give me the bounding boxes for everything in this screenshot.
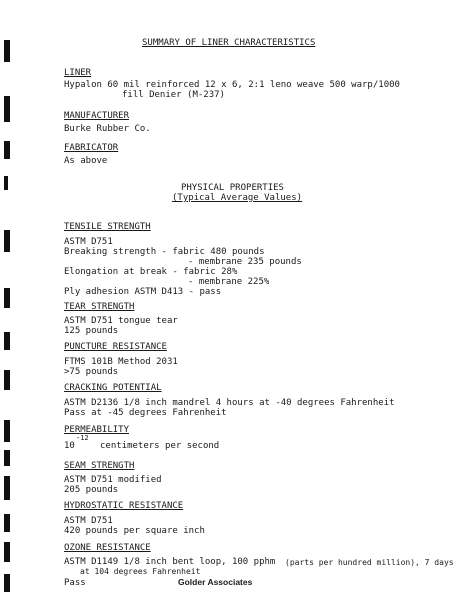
tensile-line: Elongation at break - fabric 28% — [64, 267, 238, 277]
edge-mark — [4, 230, 10, 252]
cracking-line: Pass at -45 degrees Fahrenheit — [64, 408, 227, 418]
tensile-line: - membrane 225% — [188, 277, 270, 287]
tensile-line: - membrane 235 pounds — [188, 257, 302, 267]
hydrostatic-line: ASTM D751 — [64, 516, 113, 526]
tear-line: 125 pounds — [64, 326, 119, 336]
edge-mark — [4, 141, 10, 159]
permeability-base: 10 — [64, 441, 75, 451]
physical-properties-heading: PHYSICAL PROPERTIES — [181, 183, 284, 193]
tensile-line: ASTM D751 — [64, 237, 113, 247]
ozone-line: ASTM D1149 1/8 inch bent loop, 100 pphm — [64, 557, 276, 567]
ozone-line: (parts per hundred million), 7 days — [285, 558, 454, 567]
seam-heading: SEAM STRENGTH — [64, 461, 135, 471]
edge-mark — [4, 96, 10, 122]
tear-heading: TEAR STRENGTH — [64, 302, 135, 312]
hydrostatic-heading: HYDROSTATIC RESISTANCE — [64, 501, 184, 511]
permeability-heading: PERMEABILITY — [64, 425, 130, 435]
seam-line: ASTM D751 modified — [64, 475, 162, 485]
page-title: SUMMARY OF LINER CHARACTERISTICS — [142, 38, 316, 48]
tensile-line: Breaking strength - fabric 480 pounds — [64, 247, 265, 257]
liner-line-1: Hypalon 60 mil reinforced 12 x 6, 2:1 leno weave 500 warp/1000 — [64, 80, 400, 90]
liner-line-2: fill Denier (M-237) — [122, 90, 225, 100]
hydrostatic-line: 420 pounds per square inch — [64, 526, 205, 536]
puncture-heading: PUNCTURE RESISTANCE — [64, 342, 167, 352]
puncture-line: >75 pounds — [64, 367, 119, 377]
tensile-line: Ply adhesion ASTM D413 - pass — [64, 287, 222, 297]
ozone-heading: OZONE RESISTANCE — [64, 543, 151, 553]
puncture-line: FTMS 101B Method 2031 — [64, 357, 178, 367]
cracking-heading: CRACKING POTENTIAL — [64, 383, 162, 393]
permeability-unit: centimeters per second — [100, 441, 220, 451]
edge-mark — [4, 476, 10, 500]
ozone-line: Pass — [64, 578, 86, 588]
manufacturer-heading: MANUFACTURER — [64, 111, 130, 121]
edge-mark — [4, 514, 10, 532]
edge-mark — [4, 542, 10, 562]
ozone-line: at 104 degrees Fahrenheit — [80, 567, 201, 576]
edge-mark — [4, 332, 10, 350]
manufacturer-value: Burke Rubber Co. — [64, 124, 151, 134]
tensile-heading: TENSILE STRENGTH — [64, 222, 151, 232]
tear-line: ASTM D751 tongue tear — [64, 316, 178, 326]
physical-properties-subheading: (Typical Average Values) — [172, 193, 303, 203]
edge-mark — [4, 288, 10, 308]
edge-mark — [4, 450, 10, 466]
seam-line: 205 pounds — [64, 485, 119, 495]
fabricator-value: As above — [64, 156, 108, 166]
edge-mark — [4, 176, 8, 190]
edge-mark — [4, 420, 10, 442]
edge-mark — [4, 370, 10, 390]
cracking-line: ASTM D2136 1/8 inch mandrel 4 hours at -40 degrees Fahrenheit — [64, 398, 395, 408]
permeability-exponent: -12 — [76, 434, 89, 442]
edge-mark — [4, 40, 10, 62]
fabricator-heading: FABRICATOR — [64, 143, 119, 153]
edge-mark — [4, 574, 10, 592]
footer-company-logo: Golder Associates — [178, 577, 253, 587]
liner-heading: LINER — [64, 68, 92, 78]
